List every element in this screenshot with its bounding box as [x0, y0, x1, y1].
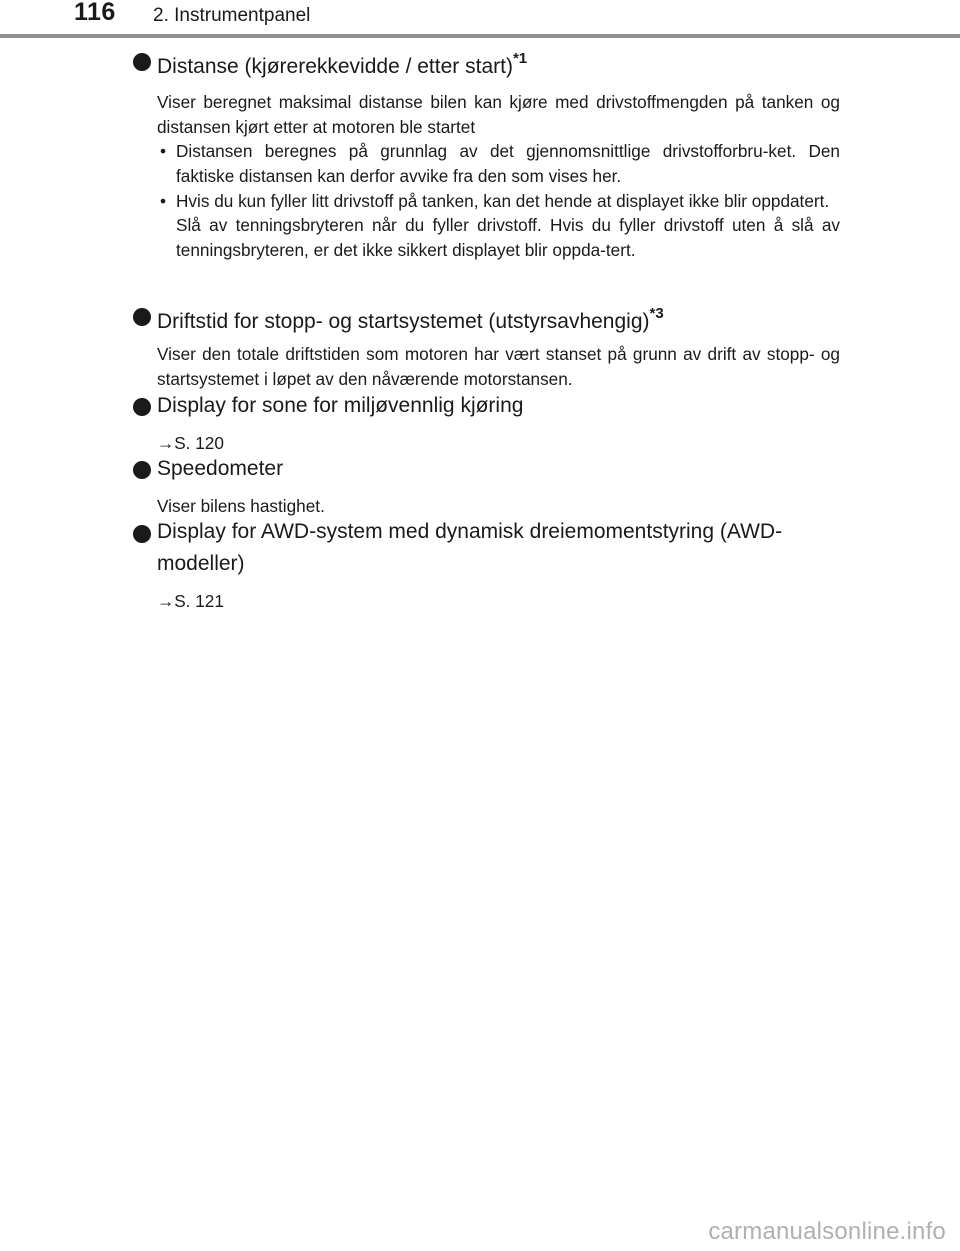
sub-list-distance [157, 139, 840, 263]
bullet-dot-icon [133, 308, 151, 326]
list-item [157, 139, 840, 189]
item-heading-distance: Distanse (kjørerekkevidde / etter start)$^{*1}$ [157, 50, 528, 78]
item-body-distance: Viser beregnet maksimal distanse bilen kan kjøre med drivstoffmengden på tanken og distansen kjørt etter at motoren ble startet [157, 92, 840, 137]
bullet-dot-icon [133, 461, 151, 479]
bullet-mark: • [160, 190, 167, 211]
list-item-continuation [157, 213, 840, 263]
page-reference: →S. 120 [157, 433, 224, 453]
bullet-dot-icon [133, 53, 151, 71]
section-title: 2. Instrumentpanel [153, 5, 311, 26]
item-heading-speedometer: Speedometer [157, 457, 284, 480]
list-item-text: Slå av tenningsbryteren når du fyller drivstoff. Hvis du fyller drivstoff uten å slå av tenningsbryteren, er det ikke sikkert displayet blir oppda-tert. [176, 215, 840, 261]
header-divider [0, 34, 960, 38]
bullet-mark: • [160, 141, 167, 161]
page-number: 116 [74, 0, 116, 26]
list-item-text: Distansen beregnes på grunnlag av det gjennomsnittlige drivstofforbru-ket. Den faktiske distansen kan derfor avvike fra den som vises her. [176, 141, 840, 186]
list-item [157, 189, 840, 214]
item-heading-stop-start: Driftstid for stopp- og startsystemet (utstyrsavhengig)$^{*3}$ [157, 305, 664, 333]
item-body-speedometer: Viser bilens hastighet. [157, 496, 325, 516]
watermark: carmanualsonline.info [708, 1218, 946, 1245]
item-heading-eco-zone: Display for sone for miljøvennlig kjøring [157, 394, 524, 417]
page-reference: →S. 121 [157, 591, 224, 611]
item-body-stop-start: Viser den totale driftstiden som motoren har vært stanset på grunn av drift av stopp- og startsystemet i løpet av den nåværende motorstansen. [157, 344, 840, 389]
list-item-text: Hvis du kun fyller litt drivstoff på tanken, kan det hende at displayet ikke blir oppdatert. [176, 190, 830, 211]
bullet-dot-icon [133, 525, 151, 543]
item-heading-awd: Display for AWD-system med dynamisk dreiemomentstyring (AWD-modeller) [157, 520, 783, 575]
page-header [0, 0, 960, 38]
bullet-dot-icon [133, 398, 151, 416]
